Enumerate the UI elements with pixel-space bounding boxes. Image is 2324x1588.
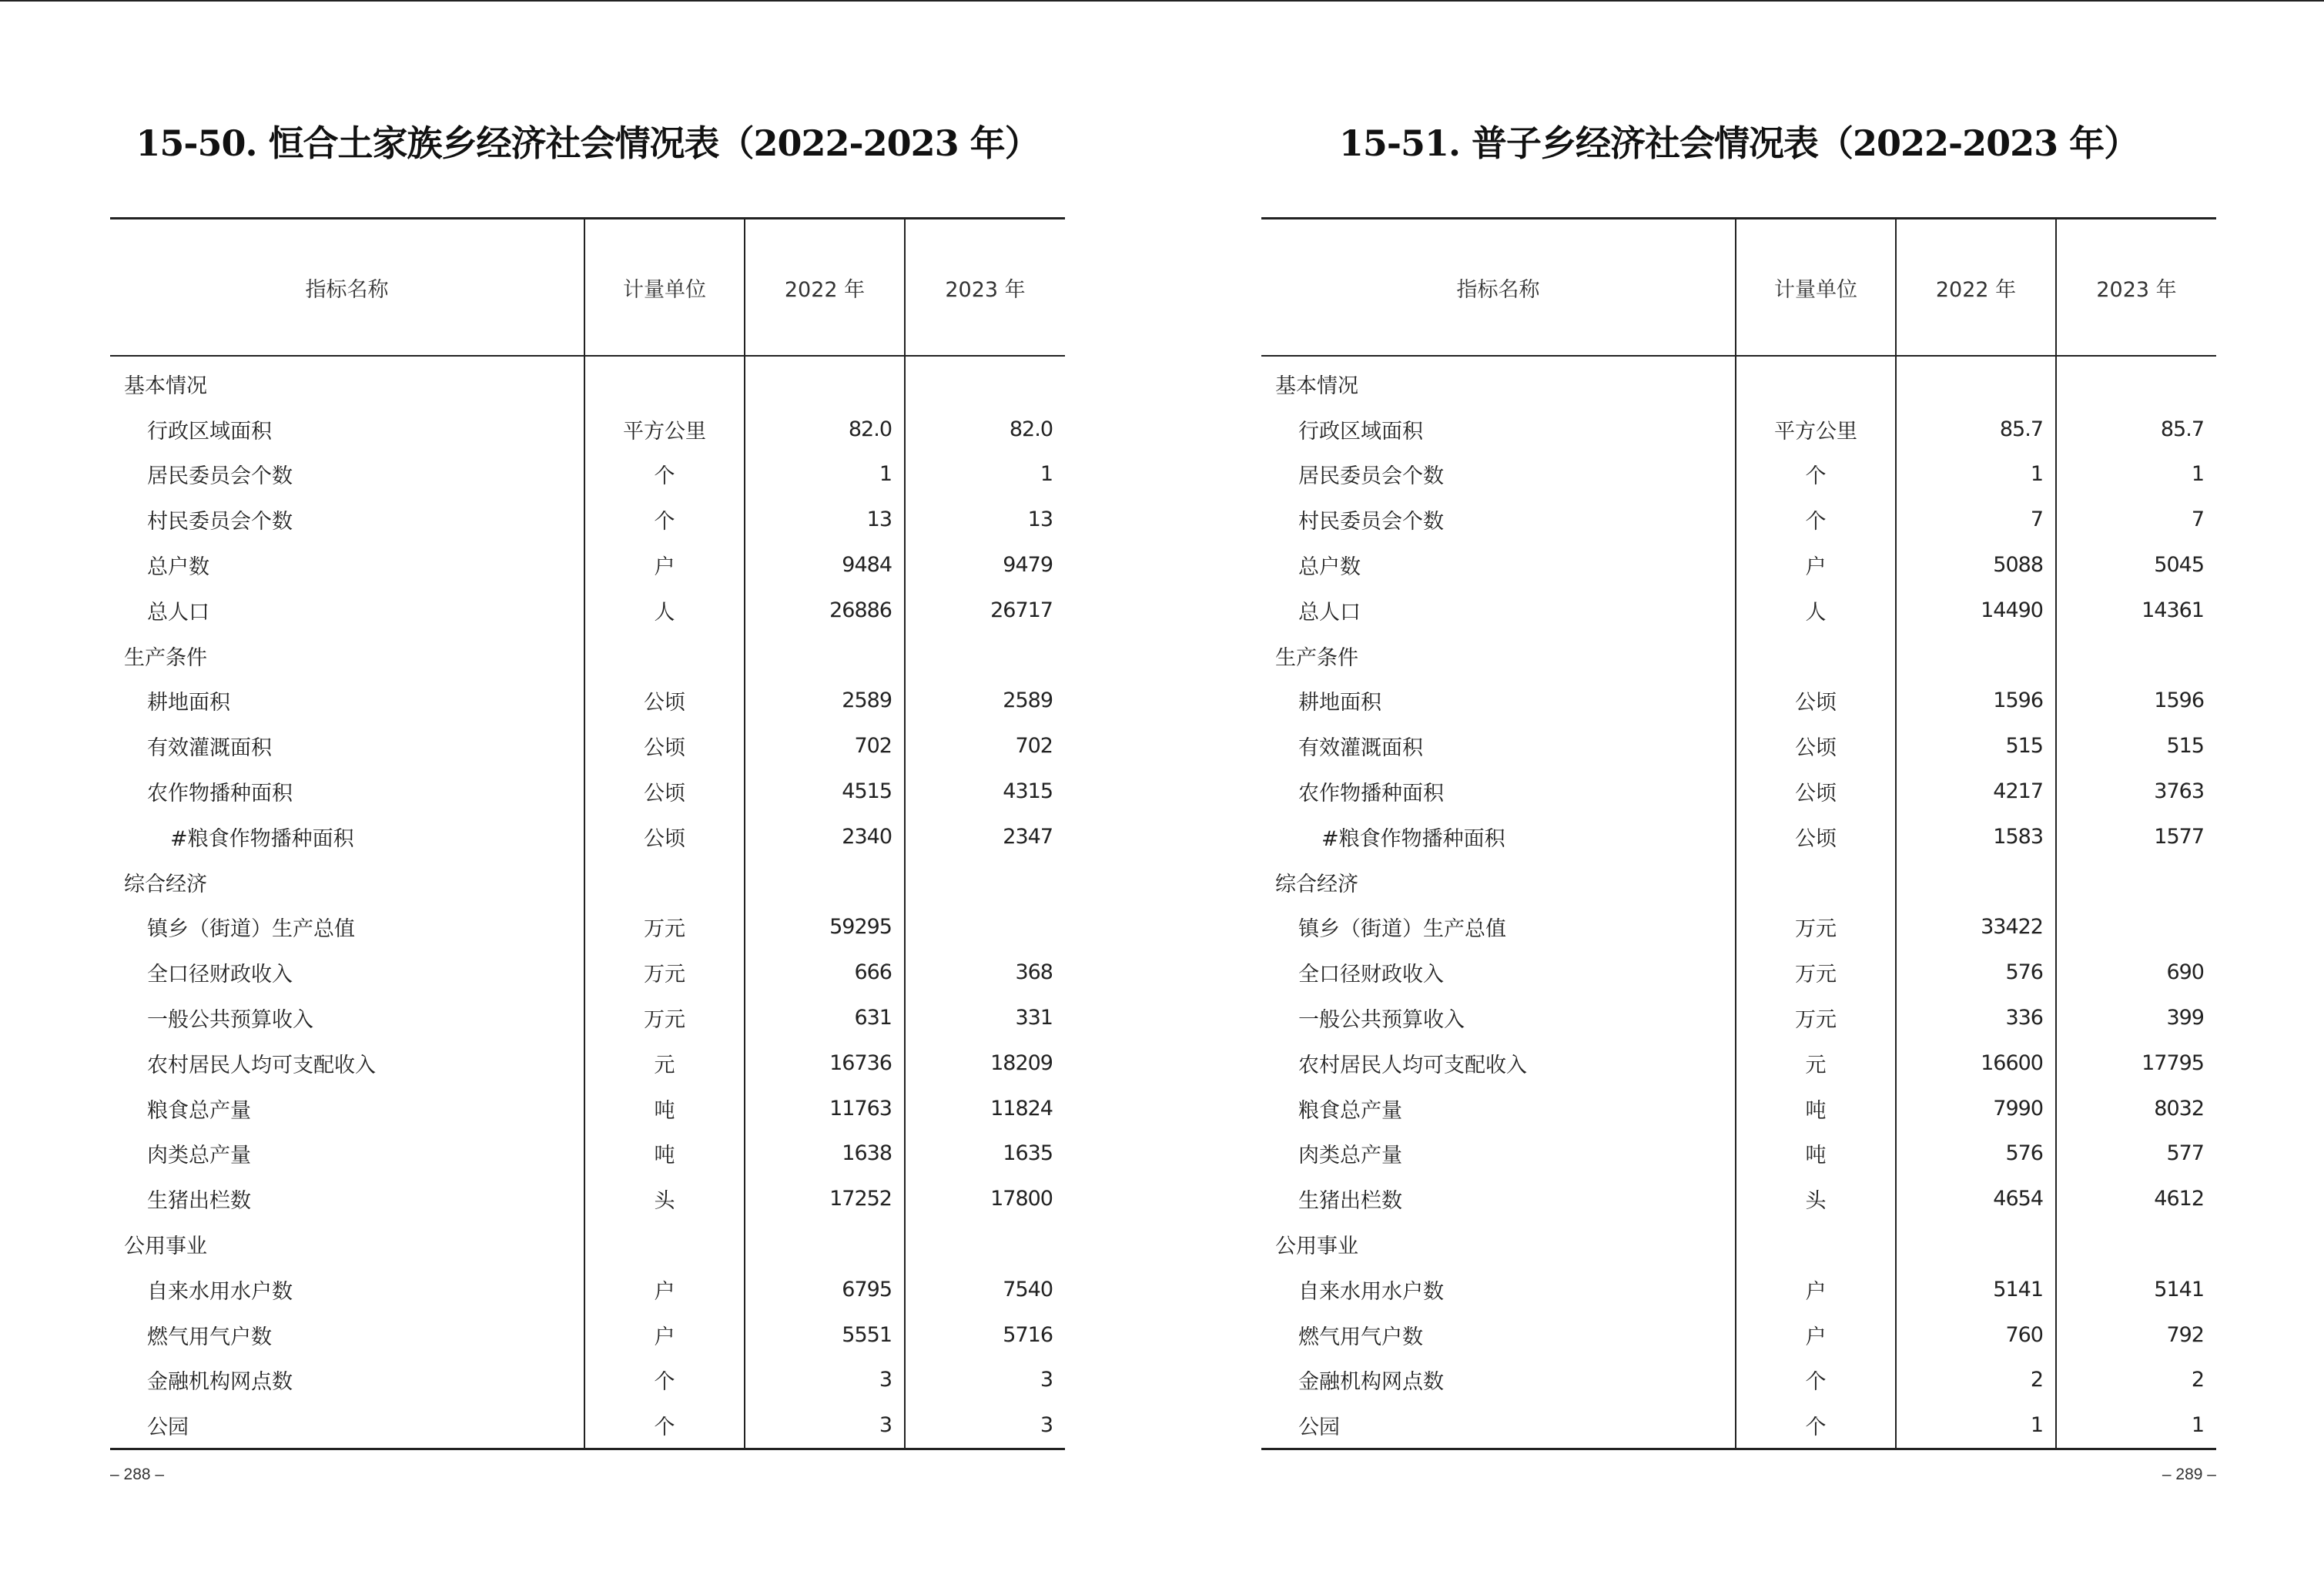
indicator-name-cell: 肉类总产量 xyxy=(147,1144,251,1168)
unit-cell: 个 xyxy=(1736,1358,1896,1403)
unit-cell: 平方公里 xyxy=(1736,407,1896,452)
table-row xyxy=(1261,1358,2216,1403)
indicator-name-cell: #粮食作物播种面积 xyxy=(1321,826,1505,851)
value-2023-cell: 515 xyxy=(2056,723,2216,769)
table-row xyxy=(1261,723,2216,769)
table-row xyxy=(1261,497,2216,542)
table-row xyxy=(1261,542,2216,588)
unit-cell: 人 xyxy=(1736,588,1896,633)
indicator-name-cell: 公用事业 xyxy=(1275,1235,1358,1259)
unit-cell: 元 xyxy=(584,1040,745,1086)
table-body xyxy=(110,356,1065,1449)
value-2022-cell xyxy=(1896,1221,2056,1267)
indicator-name-cell: 粮食总产量 xyxy=(147,1098,251,1123)
section-row xyxy=(110,859,1065,905)
value-2022-cell: 3 xyxy=(745,1358,905,1403)
indicator-name-cell: 金融机构网点数 xyxy=(147,1370,293,1395)
value-2023-cell: 7540 xyxy=(905,1267,1065,1312)
table-row xyxy=(110,497,1065,542)
value-2023-cell xyxy=(905,1221,1065,1267)
section-row xyxy=(110,1221,1065,1267)
value-2022-cell: 16736 xyxy=(745,1040,905,1086)
value-2022-cell: 13 xyxy=(745,497,905,542)
section-row xyxy=(110,356,1065,407)
table-row xyxy=(1261,814,2216,859)
unit-cell xyxy=(584,1221,745,1267)
unit-cell: 吨 xyxy=(1736,1131,1896,1177)
unit-cell: 公顷 xyxy=(1736,769,1896,814)
unit-cell xyxy=(1736,1221,1896,1267)
value-2022-cell: 760 xyxy=(1896,1312,2056,1358)
unit-cell: 吨 xyxy=(584,1131,745,1177)
value-2023-cell: 7 xyxy=(2056,497,2216,542)
page-right xyxy=(1261,0,2216,1588)
unit-cell: 万元 xyxy=(1736,905,1896,950)
indicator-name-cell: 居民委员会个数 xyxy=(147,464,293,489)
value-2023-cell: 2347 xyxy=(905,814,1065,859)
indicator-name-cell: 镇乡（街道）生产总值 xyxy=(1298,917,1506,942)
value-2023-cell: 5716 xyxy=(905,1312,1065,1358)
indicator-name-cell: 总户数 xyxy=(147,555,209,580)
header-year-2022: 2022 年 xyxy=(745,219,905,357)
indicator-name-cell: 行政区域面积 xyxy=(1298,419,1423,444)
value-2022-cell: 576 xyxy=(1896,1131,2056,1177)
header-year-2023: 2023 年 xyxy=(2056,219,2216,357)
unit-cell xyxy=(584,633,745,678)
unit-cell: 吨 xyxy=(1736,1086,1896,1131)
value-2023-cell xyxy=(905,905,1065,950)
value-2022-cell: 16600 xyxy=(1896,1040,2056,1086)
indicator-name-cell: 公园 xyxy=(147,1415,189,1440)
unit-cell: 公顷 xyxy=(1736,678,1896,724)
header-indicator-name: 指标名称 xyxy=(1261,219,1736,357)
value-2023-cell: 1635 xyxy=(905,1131,1065,1177)
value-2023-cell: 702 xyxy=(905,723,1065,769)
indicator-name-cell: 自来水用水户数 xyxy=(1298,1279,1444,1304)
table-body xyxy=(1261,356,2216,1449)
value-2023-cell: 368 xyxy=(905,950,1065,995)
indicator-name-cell: 全口径财政收入 xyxy=(147,963,293,987)
header-indicator-name: 指标名称 xyxy=(110,219,584,357)
unit-cell: 万元 xyxy=(584,905,745,950)
table-row xyxy=(110,1312,1065,1358)
value-2023-cell: 399 xyxy=(2056,995,2216,1040)
indicator-name-cell: 粮食总产量 xyxy=(1298,1098,1402,1123)
section-row xyxy=(1261,1221,2216,1267)
value-2023-cell xyxy=(2056,1221,2216,1267)
unit-cell: 个 xyxy=(584,1402,745,1449)
value-2023-cell: 2589 xyxy=(905,678,1065,724)
value-2022-cell: 5088 xyxy=(1896,542,2056,588)
unit-cell: 公顷 xyxy=(584,769,745,814)
table-title: 15-50. 恒合土家族乡经济社会情况表（2022-2023 年） xyxy=(136,122,1040,164)
unit-cell: 户 xyxy=(584,1267,745,1312)
unit-cell: 吨 xyxy=(584,1086,745,1131)
value-2022-cell: 85.7 xyxy=(1896,407,2056,452)
value-2023-cell: 14361 xyxy=(2056,588,2216,633)
value-2022-cell: 26886 xyxy=(745,588,905,633)
table-row xyxy=(1261,995,2216,1040)
value-2022-cell: 7 xyxy=(1896,497,2056,542)
value-2023-cell xyxy=(905,633,1065,678)
unit-cell: 户 xyxy=(1736,542,1896,588)
unit-cell: 公顷 xyxy=(584,814,745,859)
unit-cell: 个 xyxy=(1736,1402,1896,1449)
value-2023-cell: 11824 xyxy=(905,1086,1065,1131)
indicator-name-cell: 农村居民人均可支配收入 xyxy=(147,1053,376,1077)
value-2022-cell: 1583 xyxy=(1896,814,2056,859)
header-year-2022: 2022 年 xyxy=(1896,219,2056,357)
page-number: – 289 – xyxy=(2162,1466,2216,1483)
header-row xyxy=(1261,219,2216,357)
value-2023-cell: 17795 xyxy=(2056,1040,2216,1086)
value-2022-cell: 33422 xyxy=(1896,905,2056,950)
header-unit: 计量单位 xyxy=(1736,219,1896,357)
value-2023-cell: 13 xyxy=(905,497,1065,542)
value-2023-cell xyxy=(905,859,1065,905)
value-2022-cell: 7990 xyxy=(1896,1086,2056,1131)
table-row xyxy=(1261,407,2216,452)
indicator-name-cell: 生猪出栏数 xyxy=(1298,1189,1402,1214)
unit-cell: 个 xyxy=(584,452,745,498)
table-row xyxy=(110,1131,1065,1177)
table-row xyxy=(1261,1040,2216,1086)
value-2023-cell: 5045 xyxy=(2056,542,2216,588)
indicator-name-cell: 燃气用气户数 xyxy=(147,1325,272,1349)
value-2023-cell: 577 xyxy=(2056,1131,2216,1177)
page-left xyxy=(110,0,1065,1588)
unit-cell: 户 xyxy=(1736,1312,1896,1358)
indicator-name-cell: 居民委员会个数 xyxy=(1298,464,1444,489)
section-row xyxy=(110,633,1065,678)
indicator-name-cell: 公园 xyxy=(1298,1415,1340,1440)
table-row xyxy=(110,678,1065,724)
value-2023-cell xyxy=(2056,633,2216,678)
indicator-name-cell: 行政区域面积 xyxy=(147,419,272,444)
indicator-name-cell: 肉类总产量 xyxy=(1298,1144,1402,1168)
value-2023-cell: 8032 xyxy=(2056,1086,2216,1131)
indicator-name-cell: 公用事业 xyxy=(124,1235,207,1259)
unit-cell xyxy=(584,859,745,905)
unit-cell: 公顷 xyxy=(584,678,745,724)
header-unit: 计量单位 xyxy=(584,219,745,357)
value-2023-cell: 5141 xyxy=(2056,1267,2216,1312)
indicator-name-cell: 镇乡（街道）生产总值 xyxy=(147,917,355,942)
value-2023-cell: 690 xyxy=(2056,950,2216,995)
indicator-name-cell: 一般公共预算收入 xyxy=(147,1008,313,1033)
table-row xyxy=(110,1358,1065,1403)
table-row xyxy=(110,950,1065,995)
indicator-name-cell: 有效灌溉面积 xyxy=(147,736,272,761)
value-2022-cell: 702 xyxy=(745,723,905,769)
table-row xyxy=(1261,1402,2216,1449)
value-2022-cell xyxy=(1896,356,2056,407)
table-row xyxy=(110,995,1065,1040)
value-2022-cell xyxy=(745,859,905,905)
table-row xyxy=(110,769,1065,814)
indicator-name-cell: 总人口 xyxy=(1298,600,1361,625)
value-2022-cell: 4515 xyxy=(745,769,905,814)
value-2022-cell: 1 xyxy=(1896,452,2056,498)
table-row xyxy=(110,407,1065,452)
value-2022-cell: 6795 xyxy=(745,1267,905,1312)
value-2022-cell: 82.0 xyxy=(745,407,905,452)
table-row xyxy=(1261,1176,2216,1221)
value-2023-cell: 26717 xyxy=(905,588,1065,633)
unit-cell: 个 xyxy=(584,1358,745,1403)
table-row xyxy=(1261,588,2216,633)
value-2023-cell xyxy=(2056,356,2216,407)
value-2022-cell: 2340 xyxy=(745,814,905,859)
header-year-2023: 2023 年 xyxy=(905,219,1065,357)
value-2022-cell: 17252 xyxy=(745,1176,905,1221)
value-2023-cell: 18209 xyxy=(905,1040,1065,1086)
value-2023-cell: 2 xyxy=(2056,1358,2216,1403)
indicator-name-cell: 基本情况 xyxy=(1275,374,1358,398)
value-2023-cell: 1577 xyxy=(2056,814,2216,859)
value-2022-cell: 1 xyxy=(745,452,905,498)
table-row xyxy=(1261,950,2216,995)
indicator-name-cell: 自来水用水户数 xyxy=(147,1279,293,1304)
value-2023-cell: 17800 xyxy=(905,1176,1065,1221)
value-2022-cell xyxy=(745,356,905,407)
value-2022-cell xyxy=(1896,859,2056,905)
unit-cell: 个 xyxy=(1736,497,1896,542)
value-2023-cell xyxy=(905,356,1065,407)
value-2023-cell: 3763 xyxy=(2056,769,2216,814)
unit-cell: 个 xyxy=(584,497,745,542)
header-row xyxy=(110,219,1065,357)
unit-cell: 万元 xyxy=(1736,950,1896,995)
indicator-name-cell: 生产条件 xyxy=(124,645,207,670)
value-2023-cell: 85.7 xyxy=(2056,407,2216,452)
indicator-name-cell: 耕地面积 xyxy=(147,691,230,715)
value-2023-cell: 3 xyxy=(905,1358,1065,1403)
indicator-name-cell: 生产条件 xyxy=(1275,645,1358,670)
unit-cell: 元 xyxy=(1736,1040,1896,1086)
value-2023-cell: 331 xyxy=(905,995,1065,1040)
value-2023-cell: 1 xyxy=(905,452,1065,498)
indicator-name-cell: 综合经济 xyxy=(124,872,207,896)
value-2023-cell: 792 xyxy=(2056,1312,2216,1358)
table-row xyxy=(1261,1086,2216,1131)
unit-cell: 个 xyxy=(1736,452,1896,498)
value-2022-cell: 631 xyxy=(745,995,905,1040)
table-row xyxy=(110,542,1065,588)
indicator-name-cell: 一般公共预算收入 xyxy=(1298,1008,1465,1033)
unit-cell: 户 xyxy=(584,1312,745,1358)
value-2023-cell: 82.0 xyxy=(905,407,1065,452)
indicator-name-cell: #粮食作物播种面积 xyxy=(170,826,354,851)
value-2022-cell: 2589 xyxy=(745,678,905,724)
statistics-table xyxy=(1261,217,2216,1450)
indicator-name-cell: 耕地面积 xyxy=(1298,691,1381,715)
unit-cell xyxy=(584,356,745,407)
value-2022-cell: 576 xyxy=(1896,950,2056,995)
unit-cell xyxy=(1736,356,1896,407)
section-row xyxy=(1261,356,2216,407)
table-row xyxy=(1261,1131,2216,1177)
unit-cell: 户 xyxy=(1736,1267,1896,1312)
table-row xyxy=(110,905,1065,950)
indicator-name-cell: 村民委员会个数 xyxy=(1298,510,1444,534)
table-row xyxy=(1261,678,2216,724)
value-2022-cell: 5141 xyxy=(1896,1267,2056,1312)
value-2022-cell: 336 xyxy=(1896,995,2056,1040)
value-2022-cell: 1638 xyxy=(745,1131,905,1177)
value-2022-cell xyxy=(1896,633,2056,678)
unit-cell xyxy=(1736,859,1896,905)
table-row xyxy=(110,814,1065,859)
value-2022-cell: 666 xyxy=(745,950,905,995)
table-row xyxy=(1261,905,2216,950)
value-2022-cell: 14490 xyxy=(1896,588,2056,633)
section-row xyxy=(1261,633,2216,678)
value-2022-cell: 1 xyxy=(1896,1402,2056,1449)
unit-cell: 户 xyxy=(584,542,745,588)
value-2022-cell xyxy=(745,1221,905,1267)
unit-cell: 公顷 xyxy=(584,723,745,769)
indicator-name-cell: 基本情况 xyxy=(124,374,207,398)
indicator-name-cell: 金融机构网点数 xyxy=(1298,1370,1444,1395)
value-2022-cell: 4217 xyxy=(1896,769,2056,814)
value-2022-cell: 11763 xyxy=(745,1086,905,1131)
unit-cell: 公顷 xyxy=(1736,723,1896,769)
table-title: 15-51. 普子乡经济社会情况表（2022-2023 年） xyxy=(1338,122,2139,164)
value-2022-cell xyxy=(745,633,905,678)
indicator-name-cell: 农作物播种面积 xyxy=(1298,782,1444,806)
value-2022-cell: 3 xyxy=(745,1402,905,1449)
value-2022-cell: 59295 xyxy=(745,905,905,950)
value-2022-cell: 9484 xyxy=(745,542,905,588)
value-2023-cell: 1 xyxy=(2056,452,2216,498)
value-2023-cell: 1 xyxy=(2056,1402,2216,1449)
table-row xyxy=(110,588,1065,633)
value-2023-cell: 4315 xyxy=(905,769,1065,814)
table-row xyxy=(110,452,1065,498)
value-2023-cell xyxy=(2056,905,2216,950)
indicator-name-cell: 村民委员会个数 xyxy=(147,510,293,534)
unit-cell: 万元 xyxy=(584,950,745,995)
indicator-name-cell: 总人口 xyxy=(147,600,209,625)
value-2023-cell: 3 xyxy=(905,1402,1065,1449)
indicator-name-cell: 总户数 xyxy=(1298,555,1361,580)
statistics-table xyxy=(110,217,1065,1450)
value-2022-cell: 2 xyxy=(1896,1358,2056,1403)
table-row xyxy=(110,1040,1065,1086)
section-row xyxy=(1261,859,2216,905)
table-row xyxy=(110,1402,1065,1449)
unit-cell: 公顷 xyxy=(1736,814,1896,859)
indicator-name-cell: 生猪出栏数 xyxy=(147,1189,251,1214)
unit-cell: 头 xyxy=(584,1176,745,1221)
indicator-name-cell: 燃气用气户数 xyxy=(1298,1325,1423,1349)
indicator-name-cell: 有效灌溉面积 xyxy=(1298,736,1423,761)
value-2022-cell: 5551 xyxy=(745,1312,905,1358)
table-row xyxy=(1261,769,2216,814)
unit-cell: 头 xyxy=(1736,1176,1896,1221)
table-row xyxy=(1261,452,2216,498)
indicator-name-cell: 农村居民人均可支配收入 xyxy=(1298,1053,1527,1077)
value-2023-cell: 4612 xyxy=(2056,1176,2216,1221)
unit-cell: 万元 xyxy=(1736,995,1896,1040)
table-row xyxy=(110,1086,1065,1131)
indicator-name-cell: 综合经济 xyxy=(1275,872,1358,896)
value-2022-cell: 515 xyxy=(1896,723,2056,769)
page-number: – 288 – xyxy=(110,1466,165,1483)
table-row xyxy=(1261,1267,2216,1312)
value-2022-cell: 1596 xyxy=(1896,678,2056,724)
value-2022-cell: 4654 xyxy=(1896,1176,2056,1221)
table-row xyxy=(110,723,1065,769)
value-2023-cell: 9479 xyxy=(905,542,1065,588)
table-row xyxy=(110,1267,1065,1312)
table-row xyxy=(1261,1312,2216,1358)
unit-cell: 人 xyxy=(584,588,745,633)
indicator-name-cell: 全口径财政收入 xyxy=(1298,963,1444,987)
unit-cell: 平方公里 xyxy=(584,407,745,452)
unit-cell: 万元 xyxy=(584,995,745,1040)
value-2023-cell xyxy=(2056,859,2216,905)
value-2023-cell: 1596 xyxy=(2056,678,2216,724)
indicator-name-cell: 农作物播种面积 xyxy=(147,782,293,806)
unit-cell xyxy=(1736,633,1896,678)
table-row xyxy=(110,1176,1065,1221)
